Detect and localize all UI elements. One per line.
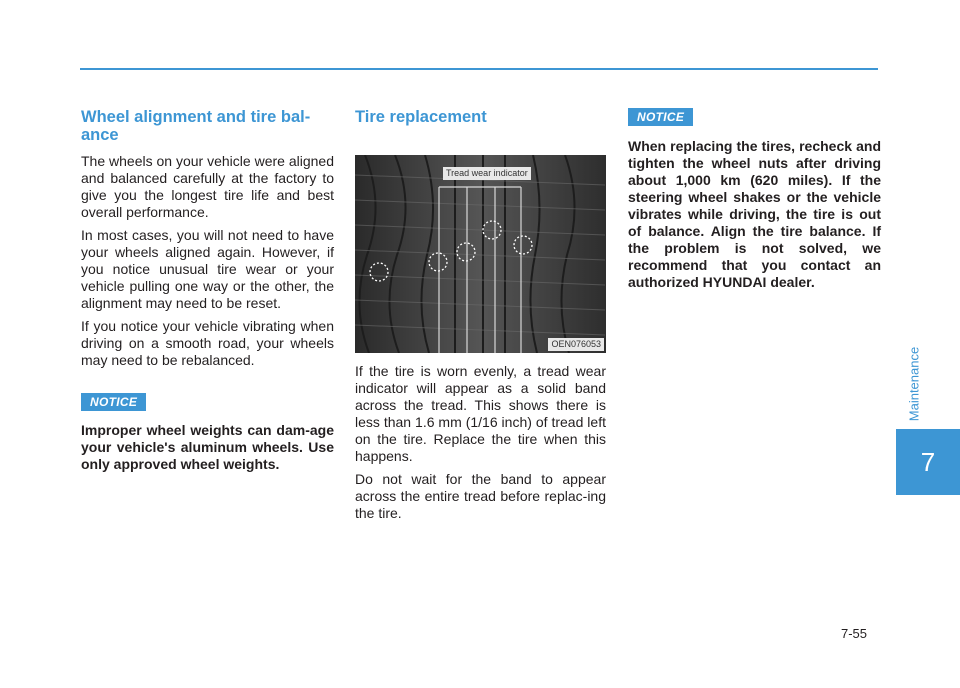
tread-wear-indicator-label: Tread wear indicator (443, 167, 531, 180)
paragraph: If the tire is worn evenly, a tread wear indicator will appear as a solid band across the tread. This shows there is less than 1.6 mm (1/16 inch) of tread left on the tire. Replace the tire when this happens. (355, 363, 606, 464)
section-tab (896, 429, 960, 495)
paragraph: In most cases, you will not need to have your wheels aligned again. However, if you notice unusual tire wear or your vehicle pulling one way or the other, the alignment may need to be reset. (81, 227, 334, 311)
paragraph: The wheels on your vehicle were aligned and balanced carefully at the factory to give you the longest tire life and best overall performance. (81, 153, 334, 220)
page-number: 7-55 (841, 626, 868, 641)
notice-badge: NOTICE (81, 393, 146, 411)
heading-wheel-alignment: Wheel alignment and tire bal-ance (81, 108, 311, 144)
column-right (628, 108, 881, 297)
section-label-text: Maintenance (906, 346, 922, 422)
column-middle (355, 108, 606, 528)
section-number: 7 (920, 447, 936, 477)
section-label (904, 343, 924, 425)
column-left (81, 108, 334, 479)
paragraph: If you notice your vehicle vibrating when driving on a smooth road, your wheels may need to be rebalanced. (81, 318, 334, 368)
image-code: OEN076053 (548, 338, 604, 351)
notice-text: Improper wheel weights can dam-age your vehicle's aluminum wheels. Use only approved wheel weights. (81, 422, 334, 472)
tire-tread-image (355, 155, 606, 353)
paragraph: Do not wait for the band to appear across the entire tread before replac-ing the tire. (355, 471, 606, 521)
notice-badge: NOTICE (628, 108, 693, 126)
notice-text: When replacing the tires, recheck and tighten the wheel nuts after driving about 1,000 km (620 miles). If the steering wheel shakes or the vehicle vibrates while driving, the tire is out of balance. Align the tire balance. If the problem is not solved, we recommend that you contact an authorized HYUNDAI dealer. (628, 138, 881, 290)
tire-tread-illustration (355, 155, 606, 353)
heading-tire-replacement: Tire replacement (355, 108, 487, 126)
header-rule (80, 68, 878, 70)
